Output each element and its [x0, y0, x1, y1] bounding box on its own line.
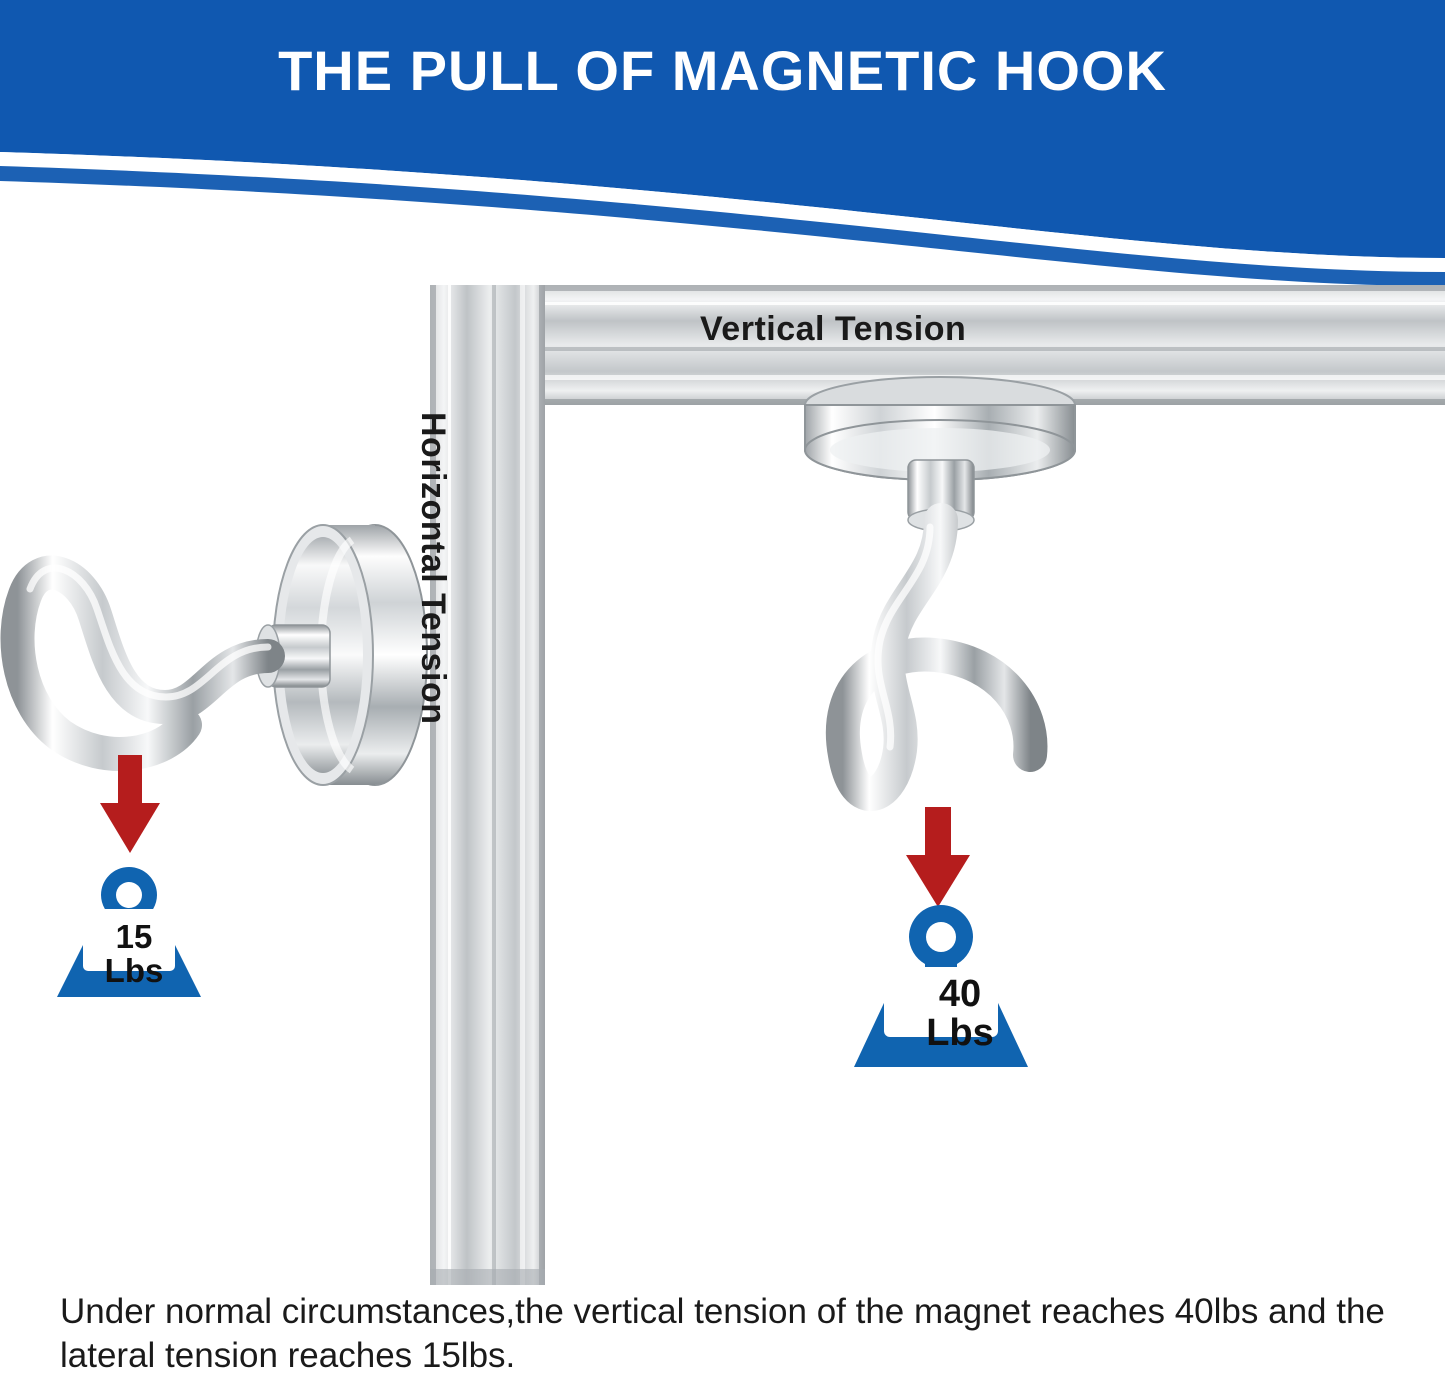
- left-hook: [18, 573, 268, 754]
- right-hook: [843, 520, 1031, 794]
- right-weight-unit: Lbs: [926, 1011, 994, 1054]
- page-title: THE PULL OF MAGNETIC HOOK: [278, 39, 1167, 102]
- right-down-arrow: [906, 807, 970, 907]
- vertical-tension-label: Vertical Tension: [700, 310, 967, 348]
- right-weight-value: 40: [938, 973, 982, 1015]
- horizontal-tension-label: Horizontal Tension: [414, 412, 452, 725]
- left-weight-unit: Lbs: [104, 951, 164, 989]
- caption-text: Under normal circumstances,the vertical tension of the magnet reaches 40lbs and the lateral tension reaches 15lbs.: [60, 1292, 1385, 1375]
- right-weight-label: [897, 975, 1023, 1053]
- header-banner: [0, 0, 1445, 290]
- left-weight-value: 15: [115, 918, 153, 955]
- left-weight-label: [84, 920, 184, 987]
- magnet-hook-diagram: [0, 255, 1445, 1295]
